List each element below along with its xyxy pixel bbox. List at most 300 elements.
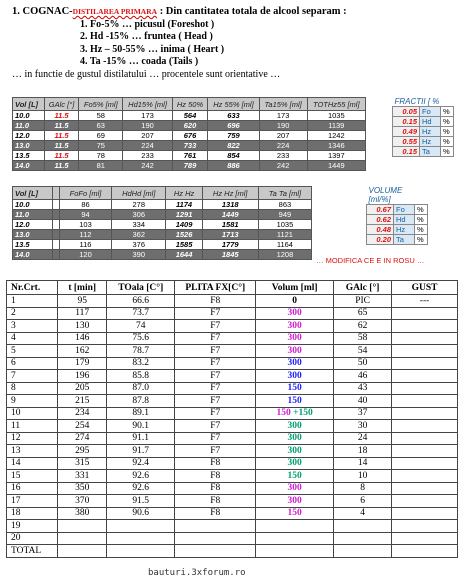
table-cell: 11.5 xyxy=(44,111,79,121)
taste-cell xyxy=(392,457,458,470)
row-number: 15 xyxy=(7,470,58,483)
table-cell: 376 xyxy=(112,240,166,250)
temperature-cell xyxy=(107,545,175,558)
table-row xyxy=(7,357,458,370)
panel-value: 0.15 xyxy=(393,147,420,157)
panel-value: 0.20 xyxy=(367,235,394,245)
panel-row xyxy=(393,137,454,147)
table-header-row xyxy=(13,187,312,200)
table-row xyxy=(7,507,458,520)
taste-cell: --- xyxy=(392,295,458,308)
table-cell: 390 xyxy=(112,250,166,260)
time-cell: 205 xyxy=(58,382,107,395)
table-cell: 564 xyxy=(172,111,207,121)
table-cell: 1449 xyxy=(202,210,258,220)
table-row xyxy=(13,210,312,220)
table-cell: 886 xyxy=(208,161,259,171)
distillation-log-table xyxy=(6,280,458,558)
column-header: HdHd [ml] xyxy=(112,187,166,200)
row-number: 4 xyxy=(7,332,58,345)
table-cell: 11.0 xyxy=(13,210,53,220)
table-cell: 863 xyxy=(258,200,311,210)
volume-cell: 300 xyxy=(256,432,334,445)
table-row xyxy=(13,250,312,260)
plate-cell: F7 xyxy=(175,445,256,458)
table-cell: 1035 xyxy=(258,220,311,230)
fractii-panel xyxy=(392,97,454,157)
fractions-table xyxy=(12,97,366,171)
panel-value: 0.15 xyxy=(393,117,420,127)
volume-cell xyxy=(256,545,334,558)
plate-cell: F7 xyxy=(175,382,256,395)
volume-cell: 300 xyxy=(256,457,334,470)
panel-label: Fo xyxy=(394,205,415,215)
panel-label: Hz xyxy=(394,225,415,235)
table-cell: 11.5 xyxy=(44,131,79,141)
row-number: 7 xyxy=(7,370,58,383)
panel-row xyxy=(367,235,428,245)
row-number: 18 xyxy=(7,507,58,520)
taste-cell xyxy=(392,320,458,333)
plate-cell xyxy=(175,520,256,533)
panel-label: Hd xyxy=(420,117,441,127)
table-cell: 1585 xyxy=(166,240,202,250)
time-cell: 179 xyxy=(58,357,107,370)
taste-cell xyxy=(392,370,458,383)
table-row xyxy=(7,370,458,383)
volume-cell: 0 xyxy=(256,295,334,308)
table-cell: 334 xyxy=(112,220,166,230)
alcohol-cell: 4 xyxy=(334,507,392,520)
column-header: TOala [C°] xyxy=(107,281,175,295)
time-cell: 274 xyxy=(58,432,107,445)
plate-cell: F8 xyxy=(175,470,256,483)
column-header: t [min] xyxy=(58,281,107,295)
panel-unit: % xyxy=(415,215,428,225)
plate-cell: F8 xyxy=(175,507,256,520)
title-number: 1. COGNAC- xyxy=(12,6,73,17)
table-cell: 306 xyxy=(112,210,166,220)
table-row xyxy=(7,495,458,508)
taste-cell xyxy=(392,532,458,545)
plate-cell: F7 xyxy=(175,307,256,320)
panel-unit: % xyxy=(415,205,428,215)
time-cell xyxy=(58,520,107,533)
alcohol-cell: 10 xyxy=(334,470,392,483)
table-cell: 1397 xyxy=(307,151,365,161)
time-cell: 117 xyxy=(58,307,107,320)
row-number: 3 xyxy=(7,320,58,333)
table-cell: 103 xyxy=(59,220,111,230)
column-header: Nr.Crt. xyxy=(7,281,58,295)
alcohol-cell: 46 xyxy=(334,370,392,383)
row-number: 10 xyxy=(7,407,58,420)
temperature-cell: 91.1 xyxy=(107,432,175,445)
panel-label: Fo xyxy=(420,107,441,117)
table-cell: 1318 xyxy=(202,200,258,210)
panel-label: Hd xyxy=(394,215,415,225)
volume-cell: 300 xyxy=(256,495,334,508)
volume-cell: 300 xyxy=(256,482,334,495)
table-cell: 78 xyxy=(79,151,123,161)
taste-cell xyxy=(392,345,458,358)
table-cell: 1779 xyxy=(202,240,258,250)
table-row xyxy=(7,432,458,445)
plate-cell: F7 xyxy=(175,357,256,370)
table-row xyxy=(7,307,458,320)
table-cell: 1208 xyxy=(258,250,311,260)
table-cell xyxy=(52,240,59,250)
temperature-cell: 87.8 xyxy=(107,395,175,408)
alcohol-cell: 50 xyxy=(334,357,392,370)
taste-cell xyxy=(392,395,458,408)
plate-cell: F7 xyxy=(175,420,256,433)
volume-cell: 300 xyxy=(256,332,334,345)
plate-cell xyxy=(175,532,256,545)
taste-cell xyxy=(392,420,458,433)
plate-cell: F7 xyxy=(175,432,256,445)
table-cell: 10.0 xyxy=(13,200,53,210)
panel-row xyxy=(367,215,428,225)
plate-cell: F8 xyxy=(175,295,256,308)
plate-cell xyxy=(175,545,256,558)
plate-cell: F8 xyxy=(175,495,256,508)
title-rest: : Din cantitatea totala de alcool separam : xyxy=(157,6,347,17)
temperature-cell: 83.2 xyxy=(107,357,175,370)
table-cell: 1346 xyxy=(307,141,365,151)
alcohol-cell: 30 xyxy=(334,420,392,433)
table-row xyxy=(13,151,366,161)
taste-cell xyxy=(392,357,458,370)
alcohol-cell: 6 xyxy=(334,495,392,508)
table-header-row xyxy=(13,98,366,111)
table-row xyxy=(13,230,312,240)
column-header: Hz 55% [ml] xyxy=(208,98,259,111)
column-header: Vol [L] xyxy=(13,187,53,200)
title-line xyxy=(12,6,462,19)
row-number: 5 xyxy=(7,345,58,358)
taste-cell xyxy=(392,495,458,508)
column-header: GUST xyxy=(392,281,458,295)
taste-cell xyxy=(392,432,458,445)
table-cell: 11.5 xyxy=(44,161,79,171)
table-cell: 1526 xyxy=(166,230,202,240)
table-cell: 112 xyxy=(59,230,111,240)
alcohol-cell: 62 xyxy=(334,320,392,333)
row-number: 6 xyxy=(7,357,58,370)
table-row xyxy=(13,240,312,250)
panel-label: Hz xyxy=(420,127,441,137)
table-row xyxy=(7,345,458,358)
time-cell: 370 xyxy=(58,495,107,508)
row-number: 1 xyxy=(7,295,58,308)
header xyxy=(12,6,462,81)
table-cell: 620 xyxy=(172,121,207,131)
table-row xyxy=(13,121,366,131)
column-header: Hz 50% xyxy=(172,98,207,111)
temperature-cell: 85.8 xyxy=(107,370,175,383)
panel-unit: % xyxy=(415,225,428,235)
temperature-cell: 90.6 xyxy=(107,507,175,520)
time-cell: 234 xyxy=(58,407,107,420)
table-row xyxy=(7,332,458,345)
fraction-item-1: 1. Fo-5% … picusul (Foreshot ) xyxy=(80,18,215,30)
table-cell: 242 xyxy=(123,161,173,171)
volume-cell: 300 xyxy=(256,345,334,358)
table-cell: 362 xyxy=(112,230,166,240)
volume-cell: 150 xyxy=(256,470,334,483)
volume-cell: 300 xyxy=(256,370,334,383)
table-row xyxy=(7,482,458,495)
alcohol-cell: 54 xyxy=(334,345,392,358)
table-cell: 1174 xyxy=(166,200,202,210)
row-number: 8 xyxy=(7,382,58,395)
row-number: 14 xyxy=(7,457,58,470)
temperature-cell: 92.6 xyxy=(107,470,175,483)
alcohol-cell xyxy=(334,532,392,545)
temperature-cell xyxy=(107,520,175,533)
table-row xyxy=(7,320,458,333)
panel-value: 0.67 xyxy=(367,205,394,215)
table-cell: 12.0 xyxy=(13,131,45,141)
table-cell: 120 xyxy=(59,250,111,260)
alcohol-cell: PIC xyxy=(334,295,392,308)
table-cell: 761 xyxy=(172,151,207,161)
table-cell: 12.0 xyxy=(13,220,53,230)
table-cell: 14.0 xyxy=(13,250,53,260)
temperature-cell: 91.7 xyxy=(107,445,175,458)
table-cell: 854 xyxy=(208,151,259,161)
panel-label: Ta xyxy=(394,235,415,245)
fraction-item-3: 3. Hz – 50-55% … inima ( Heart ) xyxy=(80,43,225,55)
column-header: Volum [ml] xyxy=(256,281,334,295)
panel-title: FRACTII [ % xyxy=(394,97,440,106)
table-cell: 1449 xyxy=(307,161,365,171)
panel-row xyxy=(393,147,454,157)
table-cell xyxy=(52,210,59,220)
table-cell: 1291 xyxy=(166,210,202,220)
table-row xyxy=(7,545,458,558)
taste-cell xyxy=(392,520,458,533)
plate-cell: F7 xyxy=(175,407,256,420)
title-small: DISTILAREA PRIMARA xyxy=(72,7,158,16)
volume-cell: 150 xyxy=(256,395,334,408)
time-cell: 95 xyxy=(58,295,107,308)
temperature-cell: 87.0 xyxy=(107,382,175,395)
taste-cell xyxy=(392,470,458,483)
column-header: Vol [L] xyxy=(13,98,45,111)
time-cell: 295 xyxy=(58,445,107,458)
panel-unit: % xyxy=(441,127,454,137)
column-header: PLITA FX[C°] xyxy=(175,281,256,295)
time-cell: 350 xyxy=(58,482,107,495)
temperature-cell: 92.4 xyxy=(107,457,175,470)
table-cell: 13.5 xyxy=(13,240,53,250)
table-cell: 190 xyxy=(259,121,307,131)
volume-cell: 150 xyxy=(256,382,334,395)
table-cell: 116 xyxy=(59,240,111,250)
taste-cell xyxy=(392,407,458,420)
temperature-cell: 78.7 xyxy=(107,345,175,358)
table-cell: 1242 xyxy=(307,131,365,141)
plate-cell: F7 xyxy=(175,395,256,408)
table-cell: 759 xyxy=(208,131,259,141)
table-row xyxy=(7,532,458,545)
alcohol-cell: 37 xyxy=(334,407,392,420)
table-cell: 1409 xyxy=(166,220,202,230)
plate-cell: F7 xyxy=(175,332,256,345)
panel-row xyxy=(393,117,454,127)
alcohol-cell xyxy=(334,520,392,533)
column-header: Ta15% [ml] xyxy=(259,98,307,111)
column-header: GAlc [°] xyxy=(44,98,79,111)
time-cell: 162 xyxy=(58,345,107,358)
table-cell: 233 xyxy=(259,151,307,161)
panel-value: 0.62 xyxy=(367,215,394,225)
table-row xyxy=(13,141,366,151)
volume-cell: 150 +150 xyxy=(256,407,334,420)
table-cell: 13.5 xyxy=(13,151,45,161)
table-cell: 173 xyxy=(259,111,307,121)
row-number: 19 xyxy=(7,520,58,533)
table-row xyxy=(7,407,458,420)
taste-cell xyxy=(392,507,458,520)
panel-label: Hz xyxy=(420,137,441,147)
table-cell: 1644 xyxy=(166,250,202,260)
table-cell: 1845 xyxy=(202,250,258,260)
row-number: 17 xyxy=(7,495,58,508)
table-cell: 58 xyxy=(79,111,123,121)
panel-unit: % xyxy=(441,107,454,117)
panel-unit: % xyxy=(415,235,428,245)
panel-title: VOLUME [ml/%] xyxy=(368,186,403,204)
table-cell: 13.0 xyxy=(13,141,45,151)
row-number: 12 xyxy=(7,432,58,445)
row-number: 2 xyxy=(7,307,58,320)
time-cell xyxy=(58,545,107,558)
table-cell: 696 xyxy=(208,121,259,131)
alcohol-cell: 8 xyxy=(334,482,392,495)
plate-cell: F7 xyxy=(175,370,256,383)
temperature-cell: 75.6 xyxy=(107,332,175,345)
volume-cell: 300 xyxy=(256,307,334,320)
table-cell: 75 xyxy=(79,141,123,151)
panel-unit: % xyxy=(441,117,454,127)
column-header: TOTHz55 [ml] xyxy=(307,98,365,111)
alcohol-cell: 65 xyxy=(334,307,392,320)
panel-label: Ta xyxy=(420,147,441,157)
table-cell: 233 xyxy=(123,151,173,161)
table-cell: 1713 xyxy=(202,230,258,240)
table-cell xyxy=(52,200,59,210)
panel-value: 0.55 xyxy=(393,137,420,147)
row-number: 20 xyxy=(7,532,58,545)
table-cell: 10.0 xyxy=(13,111,45,121)
column-header: GAlc [°] xyxy=(334,281,392,295)
time-cell: 380 xyxy=(58,507,107,520)
taste-cell xyxy=(392,445,458,458)
table-cell: 207 xyxy=(259,131,307,141)
table-cell: 207 xyxy=(123,131,173,141)
table-cell: 822 xyxy=(208,141,259,151)
temperature-cell: 66.6 xyxy=(107,295,175,308)
time-cell xyxy=(58,532,107,545)
temperature-cell: 74 xyxy=(107,320,175,333)
time-cell: 196 xyxy=(58,370,107,383)
table-cell: 1164 xyxy=(258,240,311,250)
row-number: 11 xyxy=(7,420,58,433)
temperature-cell: 92.6 xyxy=(107,482,175,495)
table-cell: 1581 xyxy=(202,220,258,230)
table-row xyxy=(7,420,458,433)
alcohol-cell xyxy=(334,545,392,558)
table-cell: 949 xyxy=(258,210,311,220)
alcohol-cell: 24 xyxy=(334,432,392,445)
alcohol-cell: 14 xyxy=(334,457,392,470)
table-cell xyxy=(52,250,59,260)
time-cell: 331 xyxy=(58,470,107,483)
table-row xyxy=(13,161,366,171)
table-cell: 173 xyxy=(123,111,173,121)
volume-cell: 300 xyxy=(256,445,334,458)
plate-cell: F7 xyxy=(175,320,256,333)
temperature-cell: 89.1 xyxy=(107,407,175,420)
panel-unit: % xyxy=(441,137,454,147)
time-cell: 146 xyxy=(58,332,107,345)
time-cell: 215 xyxy=(58,395,107,408)
table-row xyxy=(7,470,458,483)
table-cell: 69 xyxy=(79,131,123,141)
table-cell: 676 xyxy=(172,131,207,141)
panel-value: 0.48 xyxy=(367,225,394,235)
alcohol-cell: 40 xyxy=(334,395,392,408)
table-cell: 81 xyxy=(79,161,123,171)
time-cell: 315 xyxy=(58,457,107,470)
table-cell: 633 xyxy=(208,111,259,121)
column-header xyxy=(52,187,59,200)
table-row xyxy=(7,520,458,533)
row-number: 16 xyxy=(7,482,58,495)
table-cell: 11.5 xyxy=(44,121,79,131)
time-cell: 254 xyxy=(58,420,107,433)
watermark: bauturi.3xforum.ro xyxy=(148,568,246,578)
table-row xyxy=(13,111,366,121)
temperature-cell: 91.5 xyxy=(107,495,175,508)
table-cell: 11.5 xyxy=(44,151,79,161)
modify-note: … MODIFICA CE E IN ROSU … xyxy=(316,256,425,265)
table-cell: 242 xyxy=(259,161,307,171)
time-cell: 130 xyxy=(58,320,107,333)
alcohol-cell: 43 xyxy=(334,382,392,395)
temperature-cell xyxy=(107,532,175,545)
column-header: Hd15% [ml] xyxy=(123,98,173,111)
panel-value: 0.49 xyxy=(393,127,420,137)
panel-row xyxy=(393,107,454,117)
table-row xyxy=(13,131,366,141)
table-row xyxy=(7,382,458,395)
plate-cell: F7 xyxy=(175,345,256,358)
row-number: 13 xyxy=(7,445,58,458)
table-cell: 190 xyxy=(123,121,173,131)
panel-row xyxy=(367,205,428,215)
volume-panel xyxy=(366,186,428,245)
table-cell xyxy=(52,220,59,230)
table-cell: 1035 xyxy=(307,111,365,121)
row-number: 9 xyxy=(7,395,58,408)
plate-cell: F8 xyxy=(175,457,256,470)
table-cell: 14.0 xyxy=(13,161,45,171)
table-cell: 94 xyxy=(59,210,111,220)
